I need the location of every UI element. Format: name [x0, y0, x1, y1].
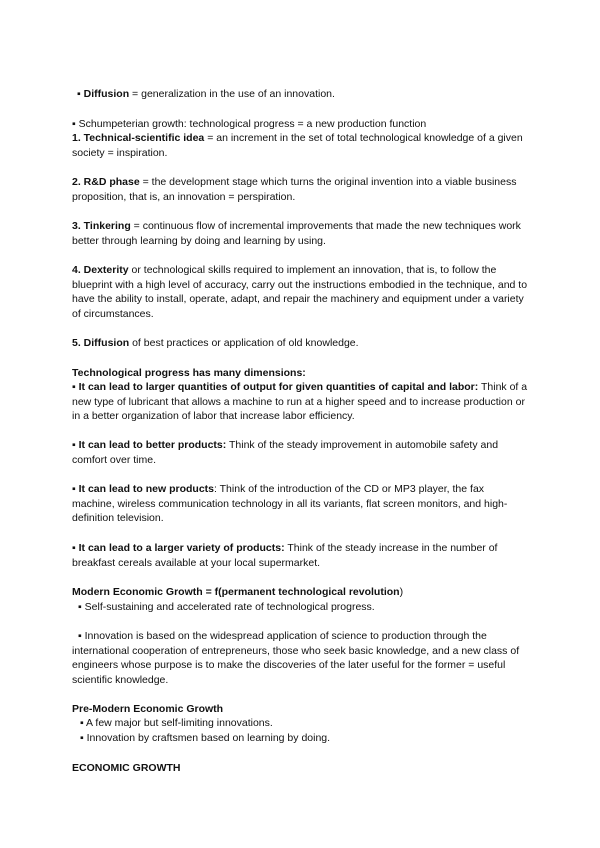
- dimension-3-text: : Think of the introduction of the CD or MP3 player, the fax machine, wireless communication technology in all its variants, flat screen monitors, and high-definition television.: [72, 483, 508, 524]
- schumpeterian-line: ▪ Schumpeterian growth: technological progress = a new production function: [72, 118, 427, 130]
- dimension-item-output: [72, 380, 528, 424]
- diffusion-term: ▪ Diffusion: [77, 88, 130, 100]
- dimensions-heading-text: Technological progress has many dimensions:: [72, 367, 306, 379]
- stage-1-text: = an increment in the set of total technological knowledge of a given society = inspiration.: [72, 132, 523, 159]
- dimensions-heading: [72, 366, 528, 381]
- modern-bullet-2: [72, 629, 528, 687]
- stage-3-term: 3. Tinkering: [72, 220, 131, 232]
- stage-3-text: = continuous flow of incremental improvements that made the new techniques work better through learning by doing and learning by using.: [72, 220, 521, 247]
- stage-5-term: 5. Diffusion: [72, 337, 130, 349]
- stage-2-term: 2. R&D phase: [72, 176, 140, 188]
- modern-growth-heading: [72, 585, 528, 600]
- dimension-item-variety: [72, 541, 528, 570]
- dimension-2-text: Think of the steady improvement in automobile safety and comfort over time.: [72, 439, 499, 466]
- stage-3: [72, 219, 528, 248]
- modern-heading-close: ): [399, 586, 404, 598]
- stage-2-text: = the development stage which turns the original invention into a viable business proposition, that is, an innovation = perspiration.: [72, 176, 517, 203]
- premodern-bullet-2: ▪ Innovation by craftsmen based on learning by doing.: [80, 732, 331, 744]
- modern-bullet-1: ▪ Self-sustaining and accelerated rate of technological progress.: [78, 601, 375, 613]
- stage-5: [72, 336, 528, 351]
- modern-bullet-2-text: ▪ Innovation is based on the widespread application of science to production through the international cooperation of entrepreneurs, those who seek basic knowledge, and a new class of engineers whose purpose is to make the discoveries of the later useful for the former = useful scientific knowledge.: [72, 630, 520, 686]
- modern-heading-text: Modern Economic Growth = f(permanent technological revolution: [72, 586, 400, 598]
- dimension-4-text: Think of the steady increase in the number of breakfast cereals available at your local supermarket.: [72, 542, 498, 569]
- diffusion-bullet: [72, 87, 533, 102]
- stage-5-text: of best practices or application of old knowledge.: [129, 337, 359, 349]
- section-title: [72, 761, 528, 776]
- dimension-2-term: ▪ It can lead to better products:: [72, 439, 227, 451]
- diffusion-text: = generalization in the use of an innovation.: [129, 88, 335, 100]
- premodern-bullet-1: ▪ A few major but self-limiting innovations.: [80, 717, 273, 729]
- premodern-heading-text: Pre-Modern Economic Growth: [72, 703, 224, 715]
- stage-1-term: 1. Technical-scientific idea: [72, 132, 205, 144]
- section-title-text: ECONOMIC GROWTH: [72, 762, 181, 774]
- premodern-heading: [72, 702, 528, 717]
- dimension-1-text: Think of a new type of lubricant that allows a machine to run at a higher speed and to increase production or in a better organization of labor that increase labor efficiency.: [72, 381, 528, 422]
- stage-2: [72, 175, 528, 204]
- dimension-item-new-products: [72, 482, 528, 526]
- stage-4-term: 4. Dexterity: [72, 264, 129, 276]
- stage-4-text: or technological skills required to implement an innovation, that is, to follow the blueprint with a high level of accuracy, carry out the instructions embodied in the technique, and to have the ability to install, operate, adapt, and repair the machinery and equipment under a variety of circumstances.: [72, 264, 528, 320]
- dimension-1-term: ▪ It can lead to larger quantities of output for given quantities of capital and labor:: [72, 381, 479, 393]
- stage-4: [72, 263, 528, 321]
- dimension-3-term: ▪ It can lead to new products: [72, 483, 214, 495]
- stage-1: [72, 131, 528, 160]
- dimension-4-term: ▪ It can lead to a larger variety of products:: [72, 542, 285, 554]
- dimension-item-better-products: [72, 438, 528, 467]
